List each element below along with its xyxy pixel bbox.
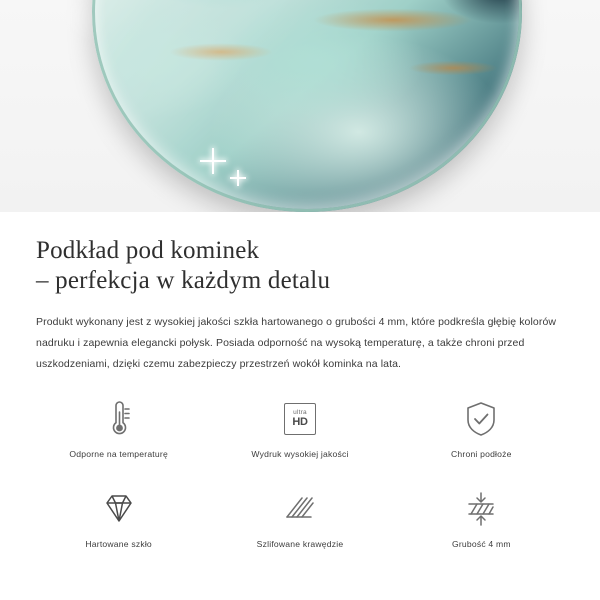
- ultra-hd-badge-top: ultra: [293, 409, 307, 417]
- feature-label: Chroni podłoże: [451, 449, 512, 459]
- feature-label: Szlifowane krawędzie: [256, 539, 344, 549]
- shield-check-icon: [463, 397, 499, 441]
- feature-grid: [0, 397, 600, 571]
- diamond-icon: [99, 487, 139, 531]
- feature-item-surface-protection: [391, 397, 572, 481]
- feature-item-thickness: [391, 487, 572, 571]
- thermometer-icon: [102, 397, 136, 441]
- thickness-arrows-icon: [461, 487, 501, 531]
- feature-label: Wydruk wysokiej jakości: [251, 449, 349, 459]
- ultra-hd-icon: [284, 397, 316, 441]
- feature-item-print-quality: [209, 397, 390, 481]
- page-title-line-1: Podkład pod kominek: [36, 237, 260, 264]
- glass-board-image: [92, 0, 522, 212]
- polished-edges-icon: [280, 487, 320, 531]
- page-title: [36, 236, 564, 296]
- text-content: [0, 212, 600, 375]
- description-paragraph: Produkt wykonany jest z wysokiej jakości szkła hartowanego o grubości 4 mm, które podkreśla głębię kolorów nadruku i zapewnia elegancki połysk. Posiada odporność na wysoką temperaturę, a także chroni przed uszkodzeniami, dzięki czemu zabezpieczy przestrzeń wokół kominka na lata.: [36, 316, 557, 370]
- ultra-hd-badge-bottom: HD: [292, 415, 308, 428]
- feature-item-polished-edges: [209, 487, 390, 571]
- hero-image: [0, 0, 600, 212]
- feature-item-temperature: [28, 397, 209, 481]
- feature-item-tempered-glass: [28, 487, 209, 571]
- page-title-line-2: – perfekcja w każdym detalu: [36, 267, 331, 294]
- feature-label: Hartowane szkło: [85, 539, 152, 549]
- feature-label: Grubość 4 mm: [451, 539, 511, 549]
- feature-label: Odporne na temperaturę: [69, 449, 168, 459]
